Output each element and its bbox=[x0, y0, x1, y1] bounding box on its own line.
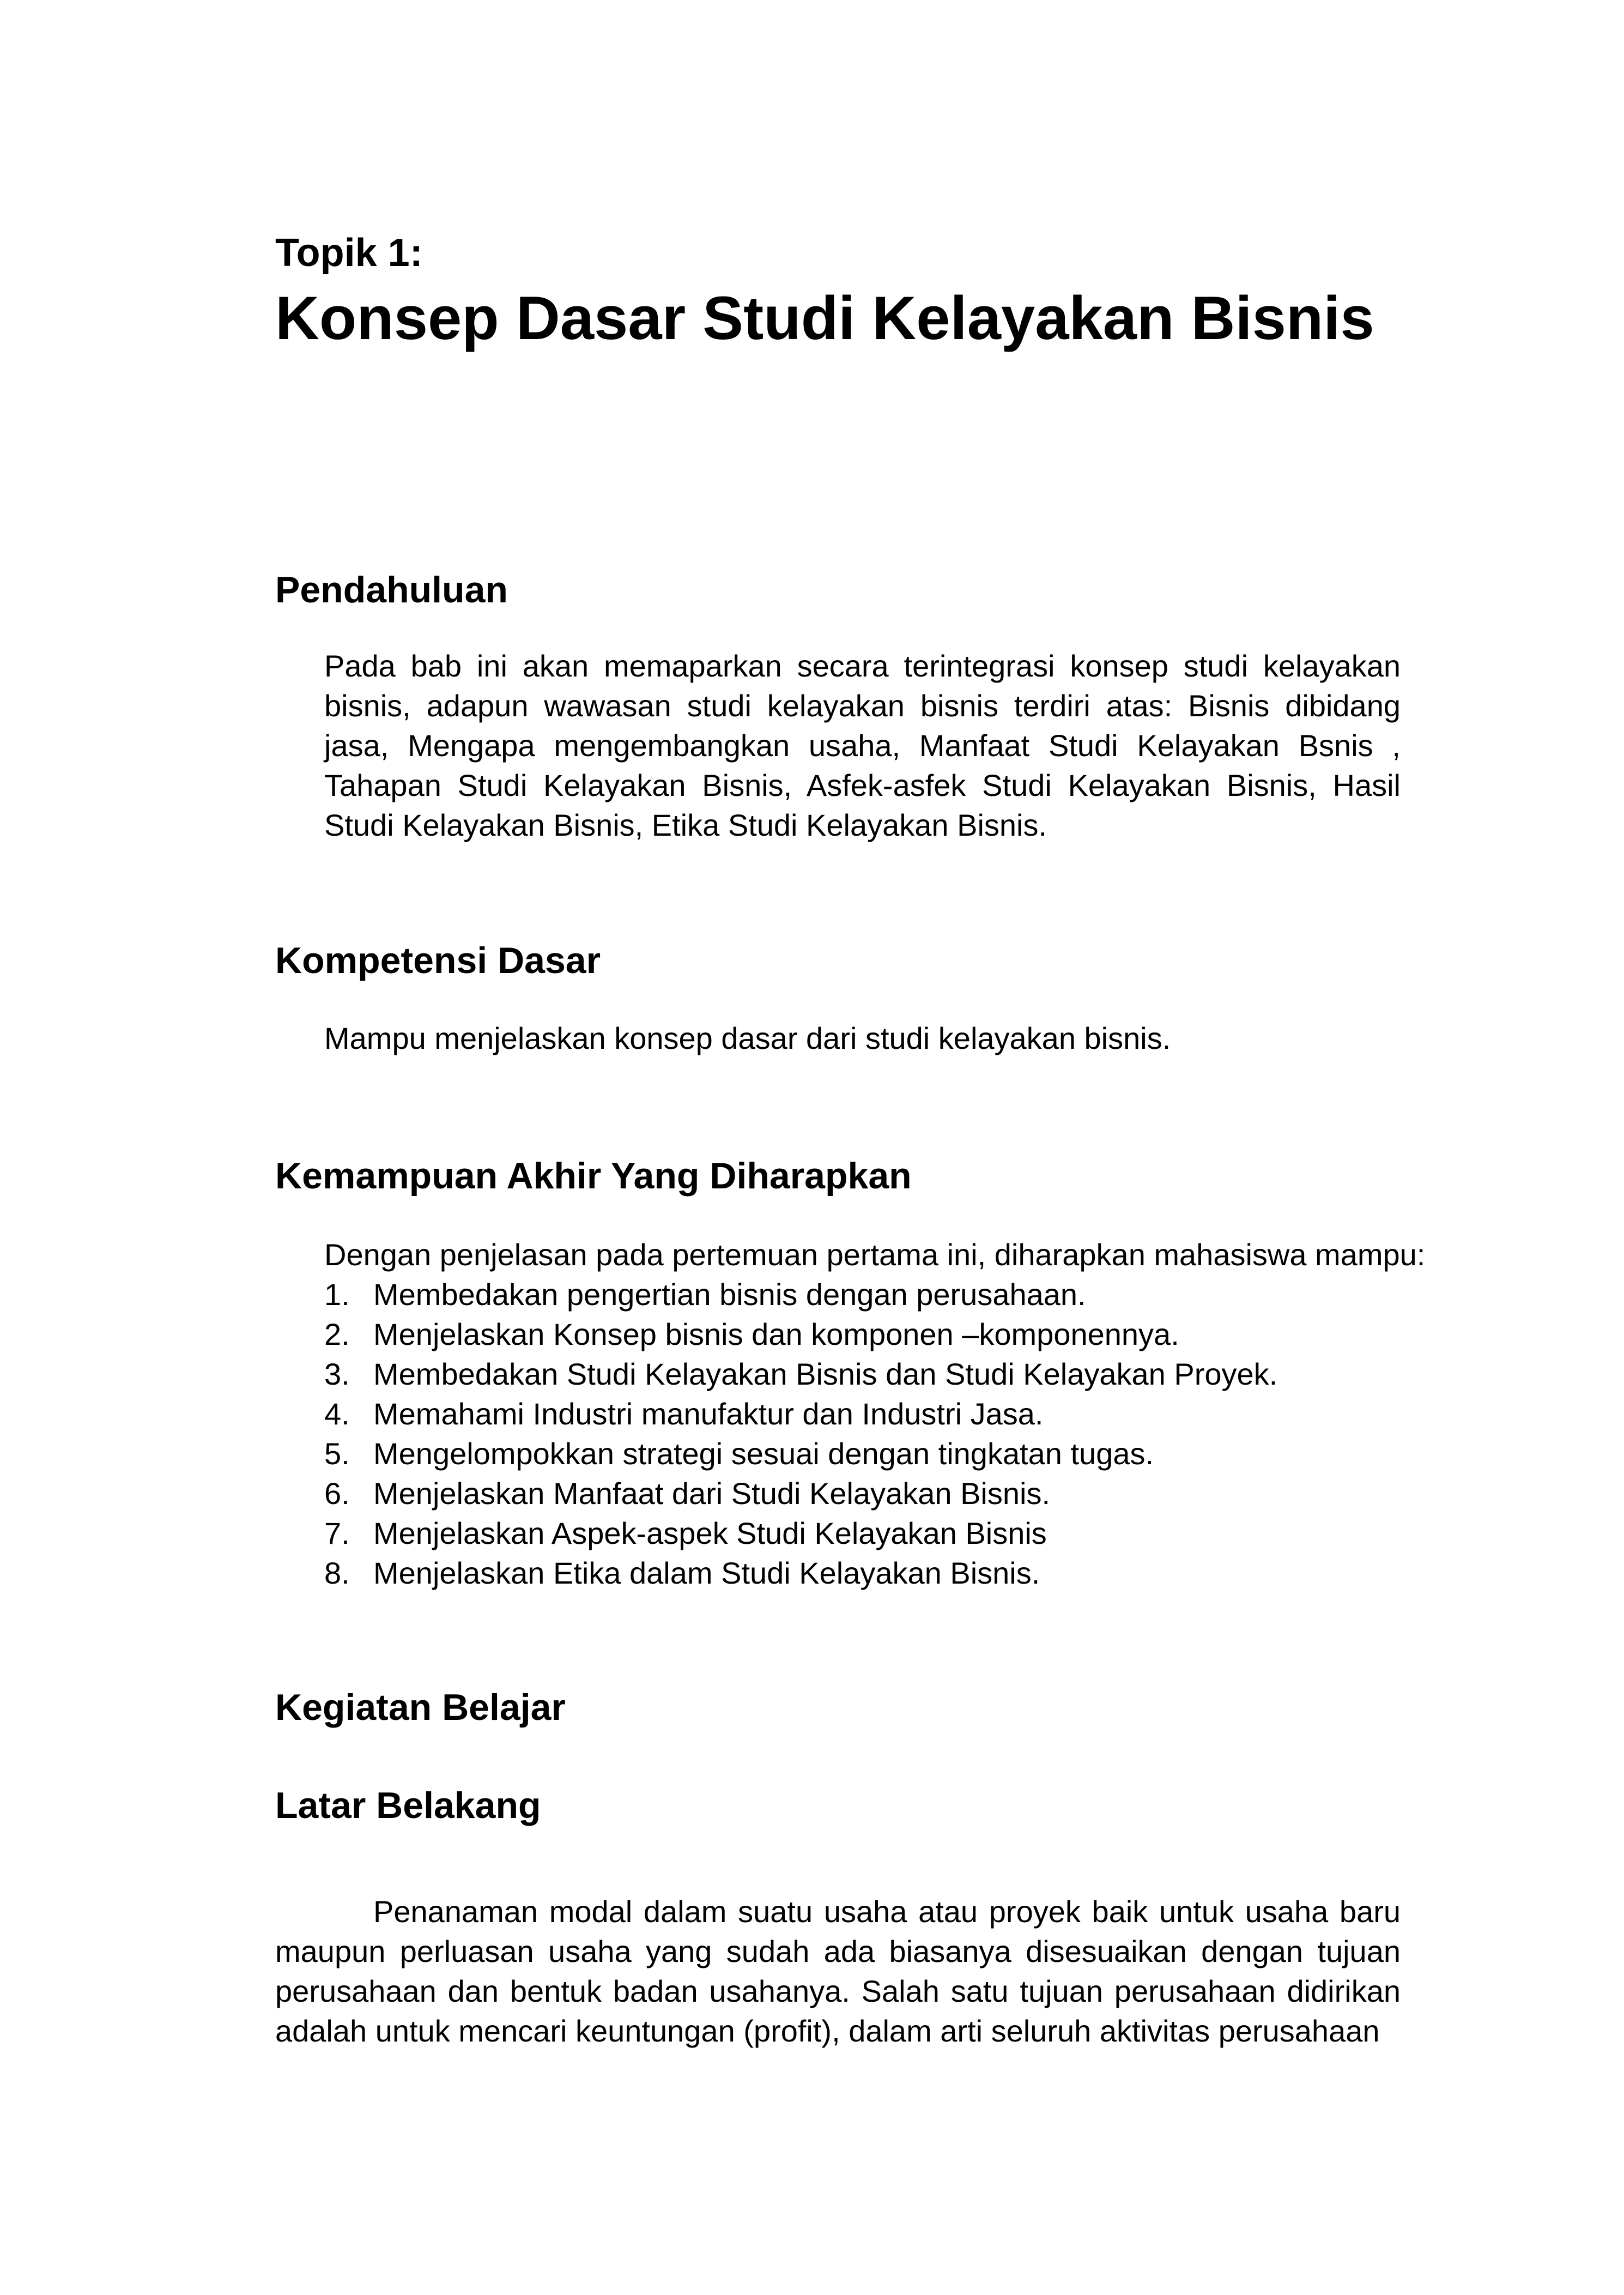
list-item-text: Memahami Industri manufaktur dan Industri Jasa. bbox=[373, 1397, 1044, 1431]
paragraph-latar-belakang: Penanaman modal dalam suatu usaha atau proyek baik untuk usaha baru maupun perluasan usaha yang sudah ada biasanya disesuaikan dengan tujuan perusahaan dan bentuk badan usahanya. Salah satu tujuan perusahaan didirikan adalah untuk mencari keuntungan (profit), dalam arti seluruh aktivitas perusahaan bbox=[275, 1894, 1401, 2048]
objectives-intro: Dengan penjelasan pada pertemuan pertama ini, diharapkan mahasiswa mampu: bbox=[324, 1237, 1426, 1272]
topic-title: Konsep Dasar Studi Kelayakan Bisnis bbox=[275, 284, 1374, 352]
list-item bbox=[324, 1354, 1401, 1394]
heading-pendahuluan: Pendahuluan bbox=[275, 569, 508, 611]
list-item-text: Membedakan pengertian bisnis dengan perusahaan. bbox=[373, 1277, 1086, 1312]
list-item-number: 7. bbox=[324, 1516, 350, 1550]
list-item-number: 6. bbox=[324, 1476, 350, 1511]
list-item-text: Menjelaskan Etika dalam Studi Kelayakan Bisnis. bbox=[373, 1556, 1040, 1590]
heading-kemampuan-akhir: Kemampuan Akhir Yang Diharapkan bbox=[275, 1155, 912, 1197]
list-item bbox=[324, 1553, 1401, 1593]
list-item-number: 3. bbox=[324, 1357, 350, 1391]
list-item-text: Menjelaskan Aspek-aspek Studi Kelayakan Bisnis bbox=[373, 1516, 1047, 1550]
topic-label: Topik 1: bbox=[275, 231, 423, 275]
list-item bbox=[324, 1473, 1401, 1513]
list-item-text: Menjelaskan Manfaat dari Studi Kelayakan Bisnis. bbox=[373, 1476, 1051, 1511]
list-item bbox=[324, 1275, 1401, 1314]
list-item bbox=[324, 1434, 1401, 1473]
list-item bbox=[324, 1513, 1401, 1553]
paragraph-kompetensi-dasar: Mampu menjelaskan konsep dasar dari studi kelayakan bisnis. bbox=[324, 1021, 1171, 1055]
objectives-list bbox=[324, 1275, 1401, 1593]
list-item-number: 8. bbox=[324, 1556, 350, 1590]
paragraph-pendahuluan: Pada bab ini akan memaparkan secara terintegrasi konsep studi kelayakan bisnis, adapun wawasan studi kelayakan bisnis terdiri atas: Bisnis dibidang jasa, Mengapa mengembangkan usaha, Manfaat Studi Kelayakan Bsnis , Tahapan Studi Kelayakan Bisnis, Asfek-asfek Studi Kelayakan Bisnis, Hasil Studi Kelayakan Bisnis, Etika Studi Kelayakan Bisnis. bbox=[324, 649, 1401, 842]
list-item bbox=[324, 1394, 1401, 1434]
list-item-number: 1. bbox=[324, 1277, 350, 1312]
heading-kompetensi-dasar: Kompetensi Dasar bbox=[275, 940, 601, 981]
list-item-number: 5. bbox=[324, 1436, 350, 1471]
list-item-text: Membedakan Studi Kelayakan Bisnis dan Studi Kelayakan Proyek. bbox=[373, 1357, 1278, 1391]
list-item-text: Menjelaskan Konsep bisnis dan komponen –komponennya. bbox=[373, 1317, 1179, 1351]
heading-latar-belakang: Latar Belakang bbox=[275, 1785, 541, 1826]
heading-kegiatan-belajar: Kegiatan Belajar bbox=[275, 1687, 566, 1728]
list-item-number: 2. bbox=[324, 1317, 350, 1351]
list-item bbox=[324, 1314, 1401, 1354]
list-item-number: 4. bbox=[324, 1397, 350, 1431]
list-item-text: Mengelompokkan strategi sesuai dengan tingkatan tugas. bbox=[373, 1436, 1154, 1471]
